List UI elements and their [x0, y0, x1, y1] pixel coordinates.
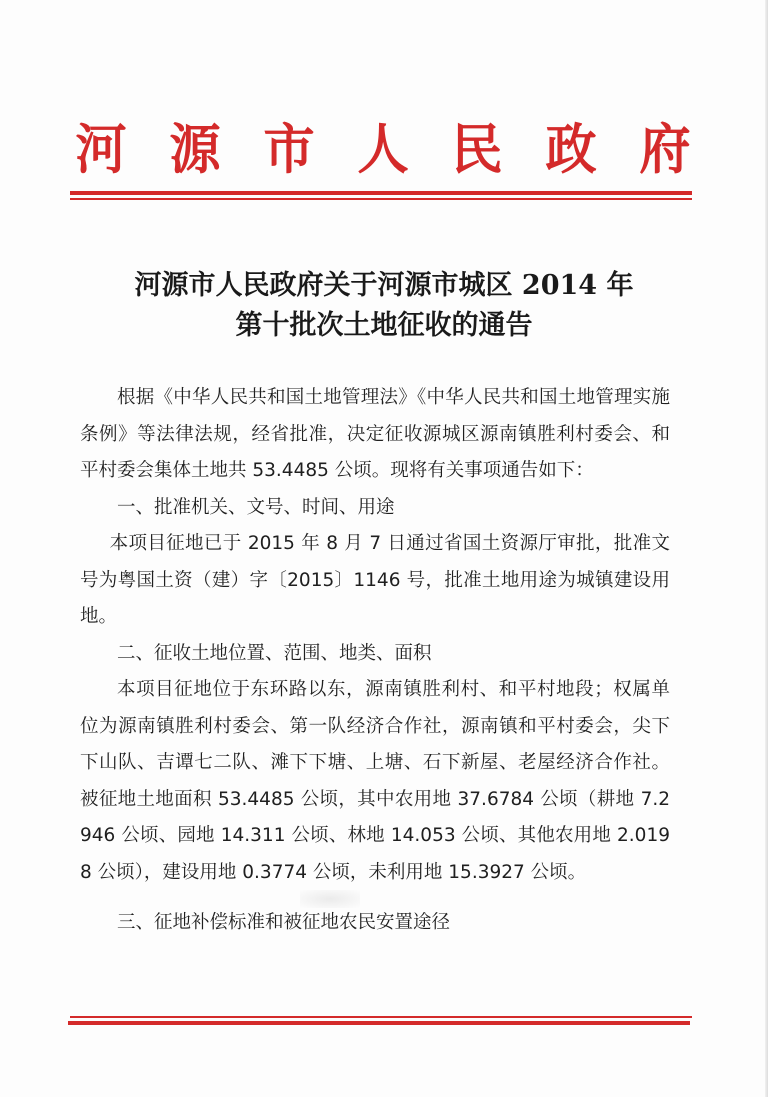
letterhead-char: 民 [451, 116, 503, 181]
document-title-line-2: 第十批次土地征收的通告 [235, 310, 533, 341]
letterhead-char: 市 [263, 116, 315, 181]
letterhead-rule-thick [70, 191, 692, 195]
intro-paragraph: 根据《中华人民共和国土地管理法》《中华人民共和国土地管理实施条例》等法律法规，经省批准，决定征收源城区源南镇胜利村委会、和平村委会集体土地共 53.4485 公顷。现将有关事项通告如下： [80, 387, 670, 481]
document-body [80, 380, 670, 942]
document-title-line-1: 河源市人民政府关于河源市城区 2014 年 [134, 270, 634, 301]
letterhead-char: 人 [357, 116, 409, 181]
section-1-paragraph: 本项目征地已于 2015 年 8 月 7 日通过省国土资源厅审批，批准文号为粤国土资（建）字〔2015〕1146 号，批准土地用途为城镇建设用地。 [80, 533, 670, 627]
document-title [60, 266, 708, 346]
section-2-heading: 二、征收土地位置、范围、地类、面积 [117, 642, 432, 664]
scan-smudge [300, 890, 360, 908]
letterhead-char: 河 [75, 116, 127, 181]
letterhead-char: 府 [639, 116, 691, 181]
section-2-paragraph: 本项目征地位于东环路以东，源南镇胜利村、和平村地段；权属单位为源南镇胜利村委会、第一队经济合作社，源南镇和平村委会，尖下下山队、吉谭七二队、滩下下塘、上塘、石下新屋、老屋经济合作社。被征地土地面积 53.4485 公顷，其中农用地 37.6784 公顷（耕地 7.2946 公顷、园地 14.311 公顷、林地 14.053 公顷、其他农用地 2.0198 公顷），建设用地 0.3774 公顷，未利用地 15.3927 公顷。 [80, 679, 670, 883]
letterhead-title [68, 110, 698, 180]
letterhead-char: 源 [169, 116, 221, 181]
letterhead-rule-thin [70, 198, 692, 200]
section-1-heading: 一、批准机关、文号、时间、用途 [117, 496, 395, 518]
letterhead-char: 政 [545, 116, 597, 181]
footer-rule-thin [70, 1016, 692, 1018]
section-3-heading: 三、征地补偿标准和被征地农民安置途径 [117, 912, 451, 933]
footer-rule-thick [68, 1021, 690, 1025]
